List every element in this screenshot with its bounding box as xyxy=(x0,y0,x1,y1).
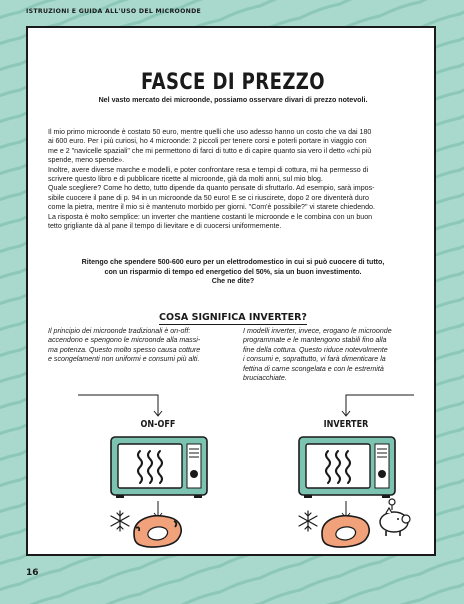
on-off-diagram-drawing xyxy=(78,393,238,553)
body-text xyxy=(48,128,420,231)
section-title: COSA SIGNIFICA INVERTER? xyxy=(159,312,307,323)
snowflake-icon xyxy=(299,511,317,531)
inverter-diagram xyxy=(266,393,426,553)
inverter-label: INVERTER xyxy=(323,419,369,430)
page-title: FASCE DI PREZZO xyxy=(140,70,326,95)
body-line: tetto grigliante dà al pane il tempo di lievitare e di cuocersi uniformemente. xyxy=(48,222,282,231)
body-line: spende, meno spende». xyxy=(48,156,125,165)
running-head: ISTRUZIONI E GUIDA ALL'USO DEL MICROONDE xyxy=(26,8,202,15)
column-line: i consumi e, soprattutto, vi farà dimenticare la xyxy=(243,355,386,364)
piggy-bank-icon xyxy=(380,499,410,536)
body-line: ai 600 euro. Per i più curiosi, ho 4 microonde: 2 piccoli per tenere corsi e poterli portare in viaggio con xyxy=(48,137,367,146)
column-line: accendono e spengono le microonde alla massi- xyxy=(48,336,201,345)
column-line: I modelli inverter, invece, erogano le microonde xyxy=(243,327,392,335)
content-panel xyxy=(26,26,436,556)
inverter-diagram-drawing xyxy=(266,393,426,553)
page-number: 16 xyxy=(26,568,39,578)
body-line: sibile cuocere il pane di p. 94 in un microonde da 50 euro! E se ci riuscirete, dopo 2 ore diventerà duro xyxy=(48,193,369,202)
body-line: Il mio primo microonde è costato 50 euro, mentre quelli che uso adesso hanno un costo che va dai 180 xyxy=(48,128,372,136)
flow-arrow-icon xyxy=(342,395,414,416)
steak-icon xyxy=(134,516,181,547)
page-subtitle: Nel vasto mercato dei microonde, possiamo osservare divari di prezzo notevoli. xyxy=(98,96,368,104)
inverter-description xyxy=(243,327,428,383)
column-line: ma potenza. Questo molto spesso causa cotture xyxy=(48,345,201,354)
column-line: programmate e le mantengono stabili fino alla xyxy=(243,336,387,345)
closing-line: con un risparmio di tempo ed energetico del 50%, sia un buon investimento. xyxy=(104,267,362,276)
on-off-label: ON-OFF xyxy=(140,419,176,430)
body-line: La risposta è molto semplice: un inverter che mantiene costanti le microonde e le combina con un buon xyxy=(48,212,373,221)
closing-statement xyxy=(58,258,408,287)
body-line: come la pietra, mentre il mio si è mantenuto morbido per giorni. "Com'è possibile?" vi starete chiedendo. xyxy=(48,203,375,212)
snowflake-icon xyxy=(111,511,129,531)
column-line: fettina di carne scongelata e con le estremità xyxy=(243,364,384,373)
body-line: scrivere questo libro e di pubblicare ricette al microonde, già da molti anni, sul mio blog. xyxy=(48,175,323,184)
body-line: Quale scegliere? Come ho detto, tutto dipende da quanto pensate di sfruttarlo. Ad esempio, sarà impos- xyxy=(48,184,375,193)
body-line: me e 2 "navicelle spaziali" che mi permettono di farci di tutto e di capire quanto sia vero il detto «chi più xyxy=(48,146,372,155)
on-off-description xyxy=(48,327,233,365)
column-line: e scongelamenti non uniformi e consumi più alti. xyxy=(48,355,200,364)
closing-line: Ritengo che spendere 500-600 euro per un elettrodomestico in cui si può cuocere di tutto, xyxy=(81,258,385,266)
closing-line: Che ne dite? xyxy=(211,277,255,286)
column-line: fine della cottura. Questo riduce notevolmente xyxy=(243,345,388,354)
section-heading xyxy=(28,307,438,325)
body-line: Inoltre, avere diverse marche e modelli, e poter confrontare resa e tempi di cottura, mi ha permesso di xyxy=(48,165,369,174)
flow-arrow-icon xyxy=(78,395,162,416)
column-line: bruciacchiate. xyxy=(243,374,287,383)
steak-icon xyxy=(322,516,369,547)
on-off-diagram xyxy=(78,393,238,553)
column-line: Il principio dei microonde tradizionali è on-off: xyxy=(48,327,191,335)
